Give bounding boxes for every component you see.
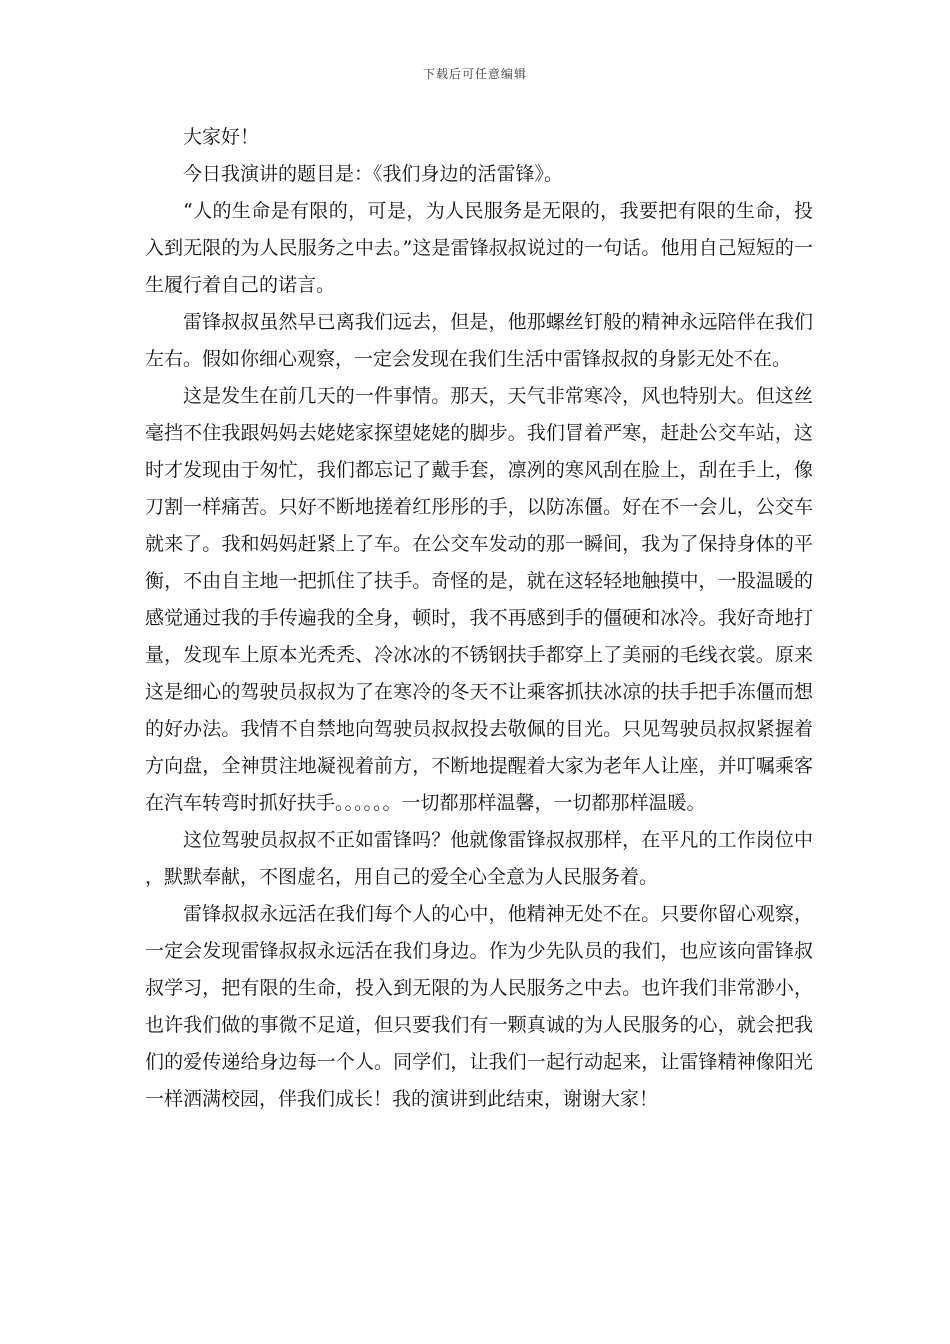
paragraph-conclusion: 雷锋叔叔永远活在我们每个人的心中，他精神无处不在。只要你留心观察，一定会发现雷锋叔叔永远活在我们身边。作为少先队员的我们，也应该向雷锋叔叔学习，把有限的生命，投入到无限的为人民服务之中去。也许我们非常渺小，也许我们做的事微不足道，但只要我们有一颗真诚的为人民服务的心，就会把我们的爱传递给身边每一个人。同学们，让我们一起行动起来，让雷锋精神像阳光一样洒满校园，伴我们成长！我的演讲到此结束，谢谢大家！ xyxy=(145,903,813,1110)
paragraph-story: 这是发生在前几天的一件事情。那天，天气非常寒冷，风也特别大。但这丝毫挡不住我跟妈妈去姥姥家探望姥姥的脚步。我们冒着严寒，赶赴公交车站，这时才发现由于匆忙，我们都忘记了戴手套，凛冽的寒风刮在脸上，刮在手上，像刀割一样痛苦。只好不断地搓着红彤彤的手，以防冻僵。好在不一会儿，公交车就来了。我和妈妈赶紧上了车。在公交车发动的那一瞬间，我为了保持身体的平衡，不由自主地一把抓住了扶手。奇怪的是，就在这轻轻地触摸中，一股温暖的感觉通过我的手传遍我的全身，顿时，我不再感到手的僵硬和冰冷。我好奇地打量，发现车上原本光秃秃、冷冰冰的不锈钢扶手都穿上了美丽的毛线衣裳。原来这是细心的驾驶员叔叔为了在寒冷的冬天不让乘客抓扶冰凉的扶手把手冻僵而想的好办法。我情不自禁地向驾驶员叔叔投去敬佩的目光。只见驾驶员叔叔紧握着方向盘，全神贯注地凝视着前方，不断地提醒着大家为老年人让座，并叮嘱乘客在汽车转弯时抓好扶手。。。。。。一切都那样温馨，一切都那样温暖。 xyxy=(145,385,813,814)
header-note: 下载后可任意编辑 xyxy=(422,67,527,81)
paragraph-spirit: 雷锋叔叔虽然早已离我们远去，但是，他那螺丝钉般的精神永远陪伴在我们左右。假如你细心观察，一定会发现在我们生活中雷锋叔叔的身影无处不在。 xyxy=(145,311,813,370)
paragraph-greeting: 大家好！ xyxy=(183,126,260,148)
speech-body xyxy=(145,119,813,1118)
paragraph-title: 今日我演讲的题目是：《我们身边的活雷锋》。 xyxy=(183,163,564,185)
paragraph-driver: 这位驾驶员叔叔不正如雷锋吗？他就像雷锋叔叔那样，在平凡的工作岗位中，默默奉献，不图虚名，用自己的爱全心全意为人民服务着。 xyxy=(145,829,813,888)
paragraph-quote: “人的生命是有限的，可是，为人民服务是无限的，我要把有限的生命，投入到无限的为人民服务之中去。”这是雷锋叔叔说过的一句话。他用自己短短的一生履行着自己的诺言。 xyxy=(145,200,813,296)
